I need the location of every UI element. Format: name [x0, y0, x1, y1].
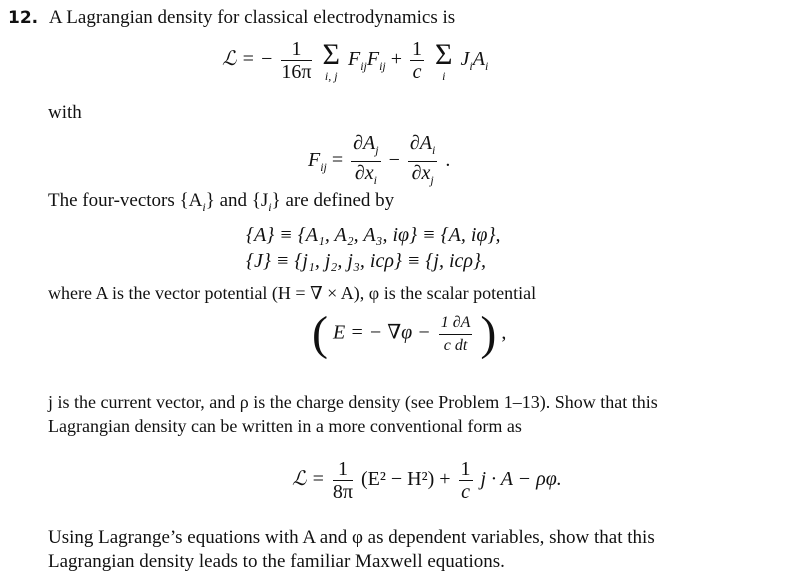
left-paren: (: [312, 307, 328, 360]
eq3-line1: {A} ≡ {A₁, A₂, A₃, iφ} ≡ {A, iφ},: [246, 224, 501, 246]
eq2-lhs: $F_{ij}$ =: [308, 149, 344, 175]
field-tensor-equation: [308, 132, 450, 191]
eq5-tail: j · A − ρφ.: [480, 468, 562, 491]
eq2-frac1-num: $\partial A_j$: [351, 132, 380, 162]
eq5-frac1-num: 1: [333, 458, 353, 481]
eq2-frac2-num: $\partial A_i$: [408, 132, 437, 162]
eq2-frac2: [408, 132, 437, 191]
eq5-mid: (E² − H²) +: [361, 468, 451, 491]
lagrangian-equation: [222, 38, 488, 83]
four-vectors-text-c: } are defined by: [271, 190, 395, 211]
eq1-lhs: ℒ = −: [222, 48, 274, 71]
eq1-sum2-limit: i: [442, 68, 446, 83]
four-vectors-text-b: } and {J: [205, 190, 269, 211]
eq1-sum1: [322, 37, 340, 83]
eq2-end: .: [445, 149, 451, 172]
eq4-frac-num: 1 ∂A: [439, 312, 473, 335]
eq5-lhs: ℒ =: [292, 468, 325, 491]
eq2-minus: −: [388, 149, 400, 172]
eq1-frac2: [410, 38, 424, 83]
eq5-frac2: [459, 458, 473, 503]
electric-field-equation: [312, 307, 507, 360]
current-vector-line2: Lagrangian density can be written in a more conventional form as: [48, 416, 522, 436]
eq5-frac1: [333, 458, 353, 503]
eq1-frac2-num: 1: [412, 38, 423, 60]
eq5-frac2-num: 1: [460, 458, 471, 480]
sigma-icon: Σ: [435, 37, 453, 71]
eq1-frac2-den: c: [412, 61, 422, 83]
eq1-term1: $F_{ij}F_{ij}$: [347, 48, 386, 74]
four-vector-definitions: [246, 222, 500, 274]
eq3-line2: {J} ≡ {j₁, j₂, j₃, icρ} ≡ {j, icρ},: [246, 250, 487, 272]
eq1-frac1-den: 16π: [281, 61, 312, 83]
eq1-frac1: [281, 38, 311, 83]
eq4-frac-den: c dt: [443, 336, 468, 354]
right-paren: ): [480, 307, 497, 360]
eq1-sum1-limit: i, j: [324, 68, 338, 83]
eq5-frac1-den: 8π: [332, 481, 354, 503]
eq2-frac1-den: $\partial x_i$: [354, 162, 377, 187]
eq4-end: ,: [501, 321, 507, 344]
conventional-lagrangian: [292, 458, 562, 503]
eq1-term2: $J_iA_i$: [460, 48, 489, 74]
where-line: where A is the vector potential (H = ∇ × A), φ is the scalar potential: [48, 283, 537, 303]
eq2-frac2-den: $\partial x_j$: [411, 162, 434, 187]
sigma-icon: Σ: [322, 37, 340, 71]
eq1-plus: +: [390, 48, 403, 71]
final-line2: Lagrangian density leads to the familiar Maxwell equations.: [48, 551, 505, 572]
eq2-frac1: [351, 132, 380, 191]
eq1-frac1-num: 1: [281, 38, 311, 61]
with-label: with: [48, 102, 82, 123]
problem-number: 12.: [8, 8, 39, 28]
four-vectors-sentence: The four-vectors $\{A_i\}$ and $\{J_i\}$ are defined by: [48, 190, 395, 214]
current-vector-line1: j is the current vector, and ρ is the charge density (see Problem 1–13). Show that this: [48, 392, 658, 412]
eq1-sum2: [435, 37, 453, 83]
eq4-frac: [439, 312, 473, 357]
intro-text: A Lagrangian density for classical electrodynamics is: [48, 7, 456, 28]
eq5-frac2-den: c: [461, 481, 470, 503]
problem-header: [8, 6, 455, 30]
final-line1: Using Lagrange’s equations with A and φ as dependent variables, show that this: [48, 527, 655, 548]
eq4-inner: E = − ∇φ −: [332, 321, 431, 344]
four-vectors-text-a: The four-vectors {A: [48, 190, 203, 211]
